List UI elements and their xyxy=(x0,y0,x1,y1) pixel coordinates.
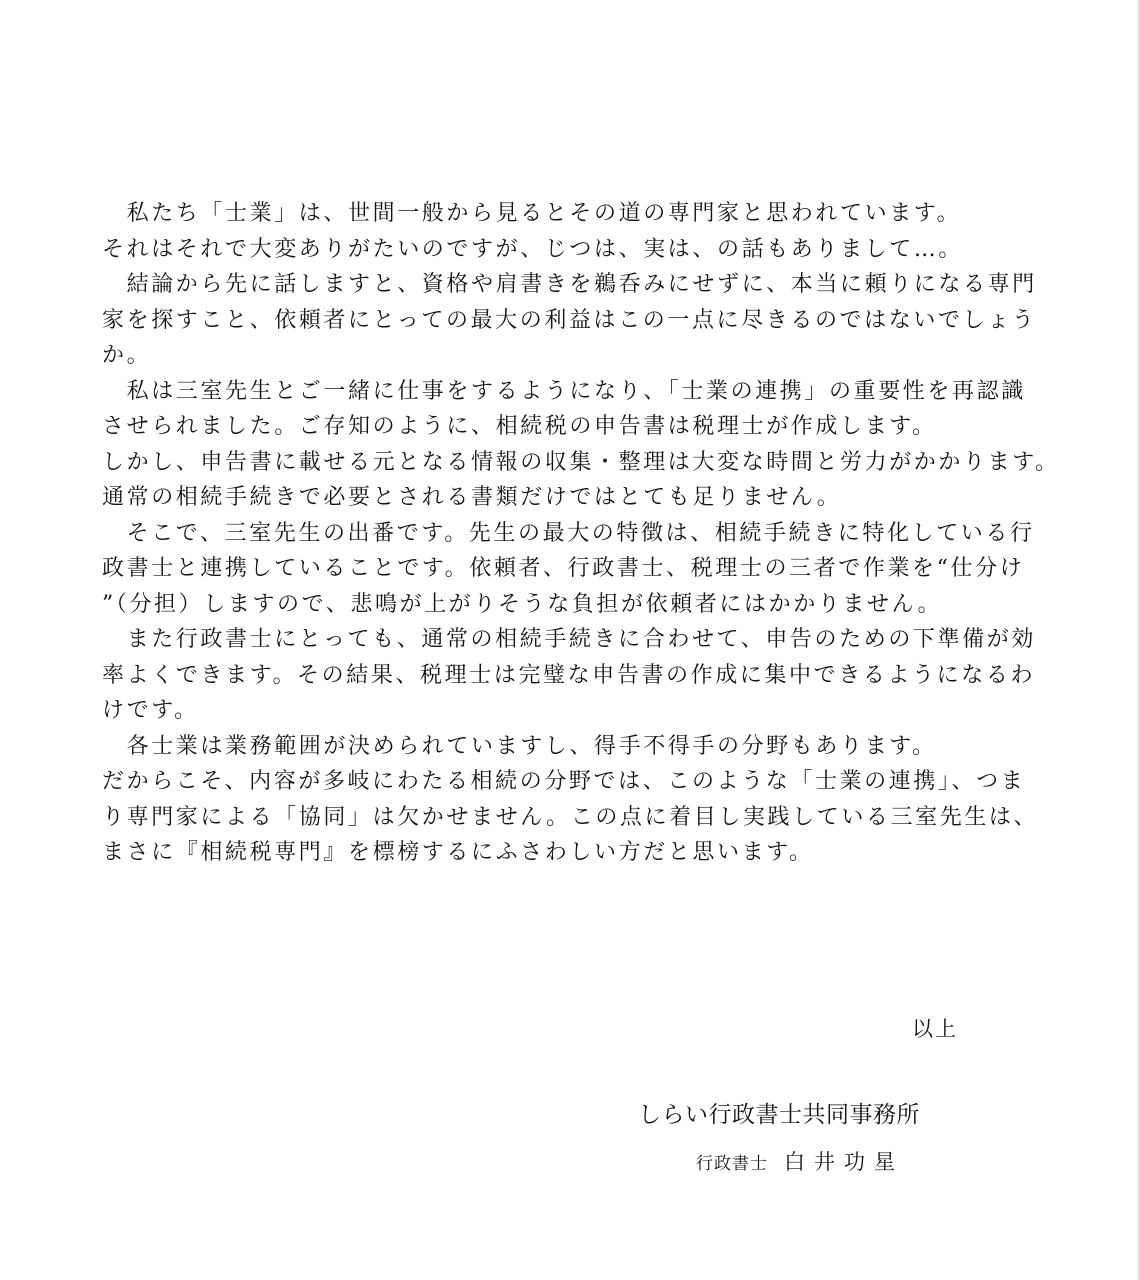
body-line: まさに『相続税専門』を標榜するにふさわしい方だと思います。 xyxy=(102,840,814,865)
closing-mark: 以上 xyxy=(912,1017,958,1041)
body-line: させられました。ご存知のように、相続税の申告書は税理士が作成します。 xyxy=(102,414,937,439)
body-line: ”（分担）しますので、悲鳴が上がりそうな負担が依頼者にはかかりません。 xyxy=(102,591,943,617)
body-line: 結論から先に話しますと、資格や肩書きを鵜呑みにせずに、本当に頼りになる専門 xyxy=(102,272,1037,297)
signer-title: 行政書士 xyxy=(696,1154,768,1174)
body-line: 私たち「士業」は、世間一般から見るとその道の専門家と思われています。 xyxy=(102,201,962,226)
body-line: 各士業は業務範囲が決められていますし、得手不得手の分野もあります。 xyxy=(102,733,937,759)
body-line: 率よくできます。その結果、税理士は完璧な申告書の作成に集中できるようになるわ xyxy=(102,662,1036,688)
letter-body xyxy=(102,196,1062,871)
body-line: 家を探すこと、依頼者にとっての最大の利益はこの一点に尽きるのではないでしょう xyxy=(102,307,1037,333)
body-line: また行政書士にとっても、通常の相続手続きに合わせて、申告のための下準備が効 xyxy=(102,627,1036,652)
body-line: 政書士と連携していることです。依頼者、行政書士、税理士の三者で作業を“仕分け xyxy=(102,556,1025,581)
signature-block xyxy=(696,1146,904,1180)
body-line: しかし、申告書に載せる元となる情報の収集・整理は大変な時間と労力がかかります。 xyxy=(102,449,1060,475)
body-line: り専門家による「協同」は欠かせません。この点に着目し実践している三室先生は、 xyxy=(102,804,1039,830)
body-line: だからこそ、内容が多岐にわたる相続の分野では、このような「士業の連携」、つま xyxy=(102,769,1026,794)
body-line: そこで、三室先生の出番です。先生の最大の特徴は、相続手続きに特化している行 xyxy=(102,520,1035,546)
body-line: 私は三室先生とご一緒に仕事をするようになり、「士業の連携」の重要性を再認識 xyxy=(102,378,1026,404)
body-line: 通常の相続手続きで必要とされる書類だけではとても足りません。 xyxy=(102,485,842,510)
body-line: けです。 xyxy=(102,698,199,723)
office-name: しらい行政書士共同事務所 xyxy=(638,1102,920,1128)
body-line: それはそれで大変ありがたいのですが、じつは、実は、の話もありまして…。 xyxy=(102,236,964,262)
body-line: か。 xyxy=(102,343,152,368)
signer-name: 白井功星 xyxy=(784,1150,904,1174)
